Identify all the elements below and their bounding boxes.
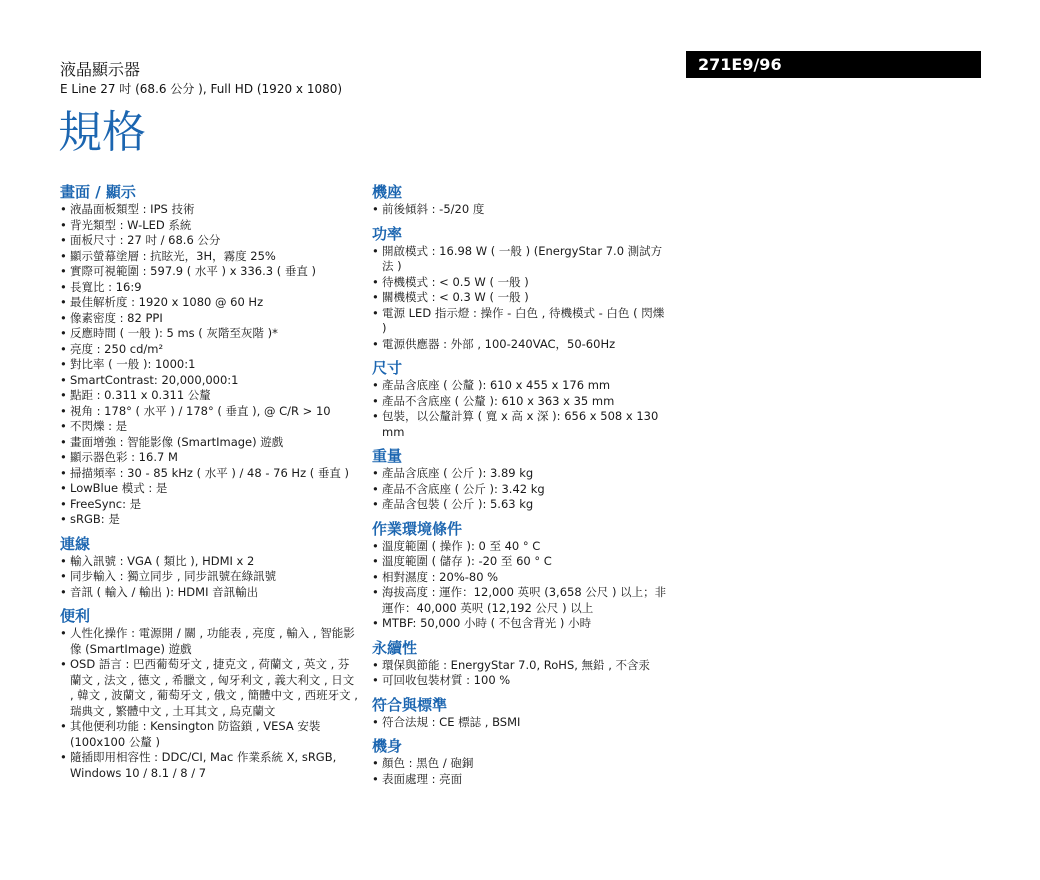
model-number-badge: 271E9/96 bbox=[686, 51, 981, 78]
spec-list-item bbox=[60, 264, 360, 280]
spec-list-item bbox=[60, 419, 360, 435]
spec-section bbox=[372, 521, 672, 632]
section-title: 重量 bbox=[372, 447, 403, 465]
spec-column-left bbox=[60, 184, 360, 789]
spec-list-item bbox=[372, 673, 672, 689]
spec-item-text: 表面處理 : 亮面 bbox=[382, 771, 463, 786]
bullet-icon: • bbox=[372, 673, 379, 687]
spec-list-item bbox=[372, 466, 672, 482]
bullet-icon: • bbox=[60, 657, 67, 671]
bullet-icon: • bbox=[372, 466, 379, 480]
spec-item-text: 最佳解析度 : 1920 x 1080 @ 60 Hz bbox=[70, 295, 264, 309]
spec-list-item bbox=[60, 626, 360, 657]
spec-list-item bbox=[372, 409, 672, 440]
spec-list-item bbox=[60, 311, 360, 327]
bullet-icon: • bbox=[60, 450, 67, 464]
section-title: 機座 bbox=[372, 183, 403, 201]
spec-list-item bbox=[60, 719, 360, 750]
section-title: 尺寸 bbox=[372, 359, 403, 377]
spec-list bbox=[372, 756, 672, 787]
spec-item-text: 開啟模式 : 16.98 W ( 一般 ) (EnergyStar 7.0 測試方法 ) bbox=[382, 243, 663, 273]
spec-section bbox=[372, 360, 672, 440]
bullet-icon: • bbox=[60, 553, 67, 568]
bullet-icon: • bbox=[60, 264, 67, 278]
spec-section bbox=[60, 536, 360, 601]
spec-list bbox=[60, 626, 360, 781]
bullet-icon: • bbox=[60, 388, 67, 402]
bullet-icon: • bbox=[60, 496, 67, 511]
spec-list-item bbox=[60, 280, 360, 296]
spec-list bbox=[372, 466, 672, 513]
spec-list-item bbox=[60, 295, 360, 311]
spec-list-item bbox=[372, 554, 672, 570]
spec-list-item bbox=[60, 388, 360, 404]
spec-list-item bbox=[372, 244, 672, 275]
spec-list-item bbox=[60, 233, 360, 249]
spec-item-text: 產品含包裝 ( 公斤 ): 5.63 kg bbox=[382, 497, 534, 511]
spec-list-item bbox=[372, 394, 672, 410]
bullet-icon: • bbox=[60, 626, 67, 640]
spec-item-text: 電源 LED 指示燈 : 操作 - 白色 , 待機模式 - 白色 ( 閃爍 ) bbox=[382, 305, 665, 335]
spec-item-text: 產品不含底座 ( 公斤 ): 3.42 kg bbox=[382, 481, 545, 496]
bullet-icon: • bbox=[372, 585, 379, 599]
bullet-icon: • bbox=[60, 434, 67, 449]
spec-list-item bbox=[372, 756, 672, 772]
spec-item-text: 反應時間 ( 一般 ): 5 ms ( 灰階至灰階 )* bbox=[70, 326, 278, 340]
spec-list-item bbox=[60, 218, 360, 234]
bullet-icon: • bbox=[372, 481, 379, 496]
bullet-icon: • bbox=[60, 403, 67, 418]
spec-list-item bbox=[372, 539, 672, 555]
spec-list-item bbox=[60, 342, 360, 358]
section-title: 功率 bbox=[372, 224, 403, 243]
bullet-icon: • bbox=[372, 657, 379, 672]
spec-item-text: OSD 語言 : 巴西葡萄牙文 , 捷克文 , 荷蘭文 , 英文 , 芬蘭文 , 法文 , 德文 , 希臘文 , 匈牙利文 , 義大利文 , 日文 , 韓文 , 波蘭文 , 葡萄牙文 , 俄文 , 簡體中文 , 西班牙文 , 瑞典文 , 繁體中文 , 土耳其文 , 烏克蘭文 bbox=[70, 657, 358, 718]
bullet-icon: • bbox=[60, 357, 67, 371]
spec-item-text: 前後傾斜 : -5/20 度 bbox=[382, 202, 485, 216]
spec-section bbox=[60, 184, 360, 528]
bullet-icon: • bbox=[60, 481, 67, 495]
spec-item-text: 音訊 ( 輸入 / 輸出 ): HDMI 音訊輸出 bbox=[70, 584, 259, 599]
bullet-icon: • bbox=[372, 393, 379, 408]
bullet-icon: • bbox=[372, 538, 379, 553]
spec-list bbox=[372, 378, 672, 440]
page-title: 規格 bbox=[58, 107, 146, 158]
spec-item-text: 實際可視範圍 : 597.9 ( 水平 ) x 336.3 ( 垂直 ) bbox=[70, 264, 317, 278]
spec-list-item bbox=[372, 497, 672, 513]
bullet-icon: • bbox=[60, 310, 67, 325]
spec-item-text: 面板尺寸 : 27 吋 / 68.6 公分 bbox=[70, 233, 221, 247]
spec-item-text: 可回收包裝材質 : 100 % bbox=[382, 673, 511, 687]
spec-item-text: 輸入訊號 : VGA ( 類比 ), HDMI x 2 bbox=[70, 553, 255, 568]
spec-list-item bbox=[60, 450, 360, 466]
bullet-icon: • bbox=[60, 569, 67, 583]
spec-list-item bbox=[60, 373, 360, 389]
spec-list-item bbox=[60, 202, 360, 218]
spec-item-text: 待機模式 : < 0.5 W ( 一般 ) bbox=[382, 274, 529, 289]
spec-item-text: 亮度 : 250 cd/m² bbox=[70, 341, 164, 356]
section-title: 永續性 bbox=[372, 638, 418, 657]
spec-list-item bbox=[60, 750, 360, 781]
spec-item-text: 掃描頻率 : 30 - 85 kHz ( 水平 ) / 48 - 76 Hz ( 垂直 ) bbox=[70, 465, 350, 480]
section-title: 符合與標準 bbox=[372, 695, 448, 714]
spec-item-text: 人性化操作 : 電源開 / 關 , 功能表 , 亮度 , 輸入 , 智能影像 (SmartImage) 遊戲 bbox=[70, 626, 355, 656]
spec-item-text: 環保與節能 : EnergyStar 7.0, RoHS, 無鉛 , 不含汞 bbox=[382, 657, 651, 672]
spec-item-text: 其他便利功能 : Kensington 防盜鎖 , VESA 安裝 (100x100 公釐 ) bbox=[70, 719, 321, 749]
spec-list-item bbox=[60, 481, 360, 497]
bullet-icon: • bbox=[372, 497, 379, 511]
bullet-icon: • bbox=[60, 202, 67, 216]
bullet-icon: • bbox=[60, 512, 67, 526]
bullet-icon: • bbox=[372, 714, 379, 729]
spec-list-item bbox=[60, 404, 360, 420]
spec-item-text: 符合法規 : CE 標誌 , BSMI bbox=[382, 714, 521, 729]
spec-list-item bbox=[60, 497, 360, 513]
spec-list-item bbox=[372, 482, 672, 498]
spec-list bbox=[372, 715, 672, 731]
bullet-icon: • bbox=[60, 217, 67, 232]
spec-list-item bbox=[60, 466, 360, 482]
bullet-icon: • bbox=[372, 274, 379, 289]
bullet-icon: • bbox=[60, 372, 67, 387]
spec-list-item bbox=[372, 585, 672, 616]
spec-list-item bbox=[372, 306, 672, 337]
spec-item-text: LowBlue 模式 : 是 bbox=[70, 481, 168, 495]
bullet-icon: • bbox=[60, 295, 67, 309]
spec-list-item bbox=[60, 657, 360, 719]
bullet-icon: • bbox=[60, 419, 67, 433]
spec-item-text: sRGB: 是 bbox=[70, 512, 120, 526]
bullet-icon: • bbox=[60, 750, 67, 764]
bullet-icon: • bbox=[372, 336, 379, 351]
spec-item-text: 溫度範圍 ( 儲存 ): -20 至 60 ° C bbox=[382, 554, 552, 568]
spec-item-text: 畫面增強 : 智能影像 (SmartImage) 遊戲 bbox=[70, 434, 284, 449]
spec-list bbox=[372, 202, 672, 218]
spec-item-text: 視角 : 178° ( 水平 ) / 178° ( 垂直 ), @ C/R > 10 bbox=[70, 403, 331, 418]
spec-item-text: 不閃爍 : 是 bbox=[70, 419, 128, 433]
spec-list-item bbox=[372, 616, 672, 632]
bullet-icon: • bbox=[60, 248, 67, 263]
section-title: 作業環境條件 bbox=[372, 519, 463, 538]
spec-list-item bbox=[372, 715, 672, 731]
spec-item-text: 對比率 ( 一般 ): 1000:1 bbox=[70, 357, 196, 371]
spec-section bbox=[372, 640, 672, 689]
spec-list-item bbox=[60, 249, 360, 265]
spec-list bbox=[60, 554, 360, 601]
spec-list bbox=[60, 202, 360, 528]
bullet-icon: • bbox=[60, 341, 67, 356]
spec-item-text: 電源供應器 : 外部 , 100-240VAC，50-60Hz bbox=[382, 336, 616, 351]
spec-list bbox=[372, 539, 672, 632]
spec-item-text: 隨插即用相容性 : DDC/CI, Mac 作業系統 X, sRGB, Windows 10 / 8.1 / 8 / 7 bbox=[70, 750, 337, 780]
bullet-icon: • bbox=[372, 616, 379, 630]
spec-item-text: 顏色 : 黑色 / 砲銅 bbox=[382, 756, 474, 770]
spec-section bbox=[372, 184, 672, 218]
spec-item-text: MTBF: 50,000 小時 ( 不包含背光 ) 小時 bbox=[382, 616, 592, 630]
bullet-icon: • bbox=[372, 756, 379, 770]
section-title: 便利 bbox=[60, 607, 91, 625]
spec-list-item bbox=[60, 357, 360, 373]
spec-list-item bbox=[372, 772, 672, 788]
bullet-icon: • bbox=[372, 771, 379, 786]
spec-list bbox=[372, 658, 672, 689]
spec-item-text: 產品含底座 ( 公斤 ): 3.89 kg bbox=[382, 466, 534, 480]
spec-item-text: 顯示螢幕塗層 : 抗眩光，3H，霧度 25% bbox=[70, 248, 276, 263]
spec-list-item bbox=[60, 435, 360, 451]
spec-list-item bbox=[60, 554, 360, 570]
spec-item-text: 同步輸入 : 獨立同步 , 同步訊號在綠訊號 bbox=[70, 569, 277, 583]
bullet-icon: • bbox=[372, 569, 379, 584]
spec-list-item bbox=[372, 570, 672, 586]
spec-item-text: 關機模式 : < 0.3 W ( 一般 ) bbox=[382, 290, 529, 304]
spec-section bbox=[372, 226, 672, 353]
spec-list-item bbox=[372, 337, 672, 353]
bullet-icon: • bbox=[372, 202, 379, 216]
spec-item-text: 產品不含底座 ( 公釐 ): 610 x 363 x 35 mm bbox=[382, 393, 615, 408]
bullet-icon: • bbox=[60, 326, 67, 340]
spec-item-text: 包裝，以公釐計算 ( 寬 x 高 x 深 ): 656 x 508 x 130 mm bbox=[382, 409, 659, 439]
bullet-icon: • bbox=[60, 584, 67, 599]
spec-list-item bbox=[372, 202, 672, 218]
spec-item-text: 產品含底座 ( 公釐 ): 610 x 455 x 176 mm bbox=[382, 378, 611, 392]
bullet-icon: • bbox=[60, 279, 67, 294]
spec-list-item bbox=[60, 512, 360, 528]
spec-item-text: FreeSync: 是 bbox=[70, 496, 142, 511]
spec-item-text: 背光類型 : W-LED 系統 bbox=[70, 217, 192, 232]
spec-item-text: 相對濕度 : 20%-80 % bbox=[382, 569, 499, 584]
spec-item-text: SmartContrast: 20,000,000:1 bbox=[70, 372, 239, 387]
spec-list-item bbox=[60, 585, 360, 601]
bullet-icon: • bbox=[372, 243, 379, 258]
bullet-icon: • bbox=[60, 465, 67, 480]
product-subtitle: E Line 27 吋 (68.6 公分 ), Full HD (1920 x 1080) bbox=[60, 82, 343, 96]
spec-item-text: 溫度範圍 ( 操作 ): 0 至 40 ° C bbox=[382, 538, 541, 553]
bullet-icon: • bbox=[60, 233, 67, 247]
bullet-icon: • bbox=[60, 719, 67, 733]
spec-list-item bbox=[372, 290, 672, 306]
spec-section bbox=[372, 697, 672, 731]
spec-item-text: 長寬比 : 16:9 bbox=[70, 279, 142, 294]
spec-item-text: 點距 : 0.311 x 0.311 公釐 bbox=[70, 388, 211, 402]
spec-list-item bbox=[372, 658, 672, 674]
spec-section bbox=[372, 448, 672, 513]
section-title: 機身 bbox=[372, 737, 403, 755]
spec-list-item bbox=[372, 378, 672, 394]
bullet-icon: • bbox=[372, 305, 379, 320]
bullet-icon: • bbox=[372, 409, 379, 423]
spec-item-text: 海拔高度 : 運作：12,000 英呎 (3,658 公尺 ) 以上；非運作：40,000 英呎 (12,192 公尺 ) 以上 bbox=[382, 585, 667, 615]
section-title: 連線 bbox=[60, 534, 91, 553]
spec-item-text: 像素密度 : 82 PPI bbox=[70, 310, 163, 325]
bullet-icon: • bbox=[372, 378, 379, 392]
spec-list-item bbox=[60, 326, 360, 342]
spec-item-text: 顯示器色彩 : 16.7 M bbox=[70, 450, 178, 464]
spec-list-item bbox=[372, 275, 672, 291]
spec-section bbox=[372, 738, 672, 787]
product-title: 液晶顯示器 bbox=[60, 60, 141, 79]
spec-section bbox=[60, 608, 360, 781]
bullet-icon: • bbox=[372, 554, 379, 568]
spec-column-right bbox=[372, 184, 672, 795]
spec-item-text: 液晶面板類型 : IPS 技術 bbox=[70, 202, 195, 216]
header bbox=[60, 60, 342, 97]
spec-list-item bbox=[60, 569, 360, 585]
section-title: 畫面 / 顯示 bbox=[60, 183, 136, 201]
bullet-icon: • bbox=[372, 290, 379, 304]
spec-list bbox=[372, 244, 672, 353]
